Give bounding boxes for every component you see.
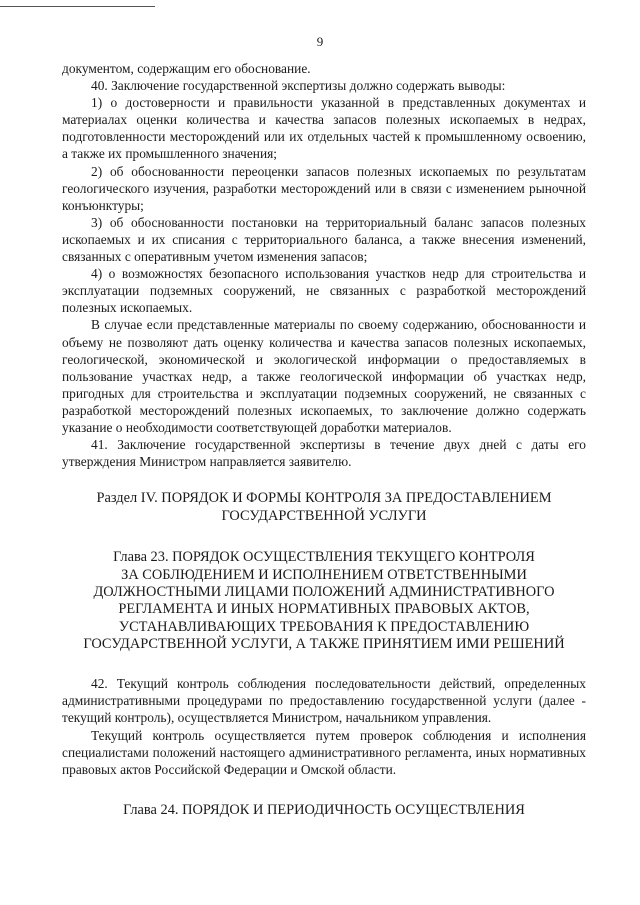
- section-4-heading-line: ГОСУДАРСТВЕННОЙ УСЛУГИ: [221, 507, 427, 524]
- chapter-23-heading-line: ЗА СОБЛЮДЕНИЕМ И ИСПОЛНЕНИЕМ ОТВЕТСТВЕННЫМИ: [121, 566, 527, 583]
- paragraph-40-item-4: 4) о возможностях безопасного использования участков недр для строительства и эксплуатации подземных сооружений, не связанных с разработкой месторождений полезных ископаемых.: [62, 266, 586, 316]
- page-number: 9: [316, 34, 324, 49]
- chapter-23-heading: [62, 549, 586, 653]
- paragraph-40-item-3: 3) об обоснованности постановки на территориальный баланс запасов полезных ископаемых и их списания с территориального баланса, а также внесения изменений, связанных с оперативным учетом изменения запасов;: [62, 214, 586, 265]
- paragraph-40-case: В случае если представленные материалы по своему содержанию, обоснованности и объему не позволяют дать оценку количества и качества запасов полезных ископаемых, геологической, экономической и экологической информации о предоставляемых в пользование участках недр, а также геологической информации об участках недр, пригодных для строительства и эксплуатации подземных сооружений, не связанных с разработкой месторождений полезных ископаемых, то заключение должно содержать указание о необходимости соответствующей доработки материалов.: [62, 317, 586, 435]
- chapter-23-heading-line: РЕГЛАМЕНТА И ИНЫХ НОРМАТИВНЫХ ПРАВОВЫХ АКТОВ,: [118, 601, 530, 618]
- chapter-24-heading: [62, 802, 586, 819]
- section-4-heading-line: Раздел IV. ПОРЯДОК И ФОРМЫ КОНТРОЛЯ ЗА ПРЕДОСТАВЛЕНИЕМ: [96, 490, 552, 507]
- paragraph-intro: документом, содержащим его обоснование.: [62, 61, 311, 76]
- chapter-23-heading-line: ДОЛЖНОСТНЫМИ ЛИЦАМИ ПОЛОЖЕНИЙ АДМИНИСТРАТИВНОГО: [93, 584, 555, 601]
- paragraph-42-control: Текущий контроль осуществляется путем проверок соблюдения и исполнения специалистами положений настоящего административного регламента, иных нормативных правовых актов Российской Федерации и Омской области.: [62, 727, 586, 777]
- document-body: [62, 60, 586, 819]
- chapter-23-heading-line: УСТАНАВЛИВАЮЩИХ ТРЕБОВАНИЯ К ПРЕДОСТАВЛЕНИЮ: [118, 618, 530, 635]
- section-4-heading: [62, 490, 586, 525]
- paragraph-40-item-2: 2) об обоснованности переоценки запасов полезных ископаемых по результатам геологического изучения, разработки месторождений или в связи с изменением рыночной конъюнктуры;: [62, 163, 586, 213]
- chapter-23-heading-line: ГОСУДАРСТВЕННОЙ УСЛУГИ, А ТАКЖЕ ПРИНЯТИЕМ ИМИ РЕШЕНИЙ: [83, 635, 565, 652]
- paragraph-40: 40. Заключение государственной экспертизы должно содержать выводы:: [91, 78, 506, 94]
- paragraph-40-item-1: 1) о достоверности и правильности указанной в представленных документах и материалах оценки количества и качества запасов полезных ископаемых в недрах, подготовленности месторождений или их отдельных частей к промышленному освоению, а также их промышленного значения;: [62, 95, 586, 162]
- paragraph-42: 42. Текущий контроль соблюдения последовательности действий, определенных административными процедурами по предоставлению государственной услуги (далее - текущий контроль), осуществляется Министром, начальником управления.: [62, 676, 586, 726]
- paragraph-41: 41. Заключение государственной экспертизы в течение двух дней с даты его утверждения Министром направляется заявителю.: [62, 437, 586, 470]
- top-rule: [0, 6, 155, 7]
- chapter-24-heading-line: Глава 24. ПОРЯДОК И ПЕРИОДИЧНОСТЬ ОСУЩЕСТВЛЕНИЯ: [123, 801, 525, 818]
- chapter-23-heading-line: Глава 23. ПОРЯДОК ОСУЩЕСТВЛЕНИЯ ТЕКУЩЕГО КОНТРОЛЯ: [113, 549, 535, 566]
